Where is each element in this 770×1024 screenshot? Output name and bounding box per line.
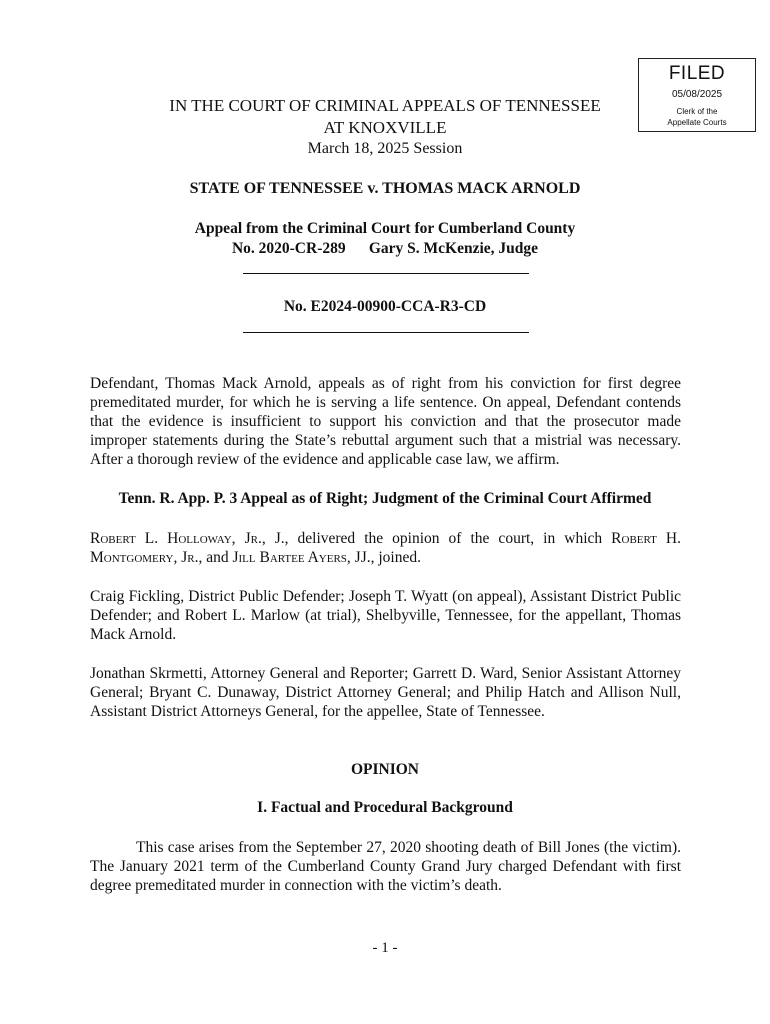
clerk-line-1: Clerk of the bbox=[676, 107, 718, 116]
appeal-from: Appeal from the Criminal Court for Cumberland County bbox=[194, 220, 576, 237]
joining-judge-2: Jill Bartee Ayers, JJ. bbox=[232, 549, 371, 566]
filed-label: FILED bbox=[668, 63, 726, 84]
page-number: - 1 - bbox=[372, 940, 398, 956]
counsel-appellee: Jonathan Skrmetti, Attorney General and Reporter; Garrett D. Ward, Senior Assistant Attorney General; Bryant C. Dunaway, District Attorney General; and Philip Hatch and Allison Null, Assistant District Attorneys General, for the appellee, State of Tennessee. bbox=[90, 665, 681, 720]
counsel-appellant: Craig Fickling, District Public Defender; Joseph T. Wyatt (on appeal), Assistant District Public Defender; and Robert L. Marlow (at trial), Shelbyville, Tennessee, for the appellant, Thomas Mack Arnold. bbox=[90, 588, 681, 643]
trial-number-judge: No. 2020-CR-289 Gary S. McKenzie, Judge bbox=[231, 240, 539, 257]
case-title: STATE OF TENNESSEE v. THOMAS MACK ARNOLD bbox=[189, 180, 581, 197]
authorship-and: , and bbox=[198, 549, 233, 566]
appellate-number: No. E2024-00900-CCA-R3-CD bbox=[283, 298, 487, 315]
body-paragraph: This case arises from the September 27, 2020 shooting death of Bill Jones (the victim). The January 2021 term of the Cumberland County Grand Jury charged Defendant with first degree premeditated murder in connection with the victim’s death. bbox=[90, 839, 681, 894]
summary-paragraph: Defendant, Thomas Mack Arnold, appeals as of right from his conviction for first degree premeditated murder, for which he is serving a life sentence. On appeal, Defendant contends that the evidence is insufficient to support his conviction and that the prosecutor made improper statements during the State’s rebuttal argument such that a mistrial was necessary. After a thorough review of the evidence and applicable case law, we affirm. bbox=[90, 375, 681, 468]
session-date: March 18, 2025 Session bbox=[307, 140, 463, 157]
court-name-line-2: AT KNOXVILLE bbox=[323, 118, 447, 137]
divider-top bbox=[243, 273, 529, 274]
authorship-end: , joined. bbox=[370, 549, 421, 566]
filed-date: 05/08/2025 bbox=[671, 89, 723, 100]
court-name-line-1: IN THE COURT OF CRIMINAL APPEALS OF TENNESSEE bbox=[169, 96, 601, 115]
authorship-paragraph bbox=[90, 529, 681, 567]
disposition: Tenn. R. App. P. 3 Appeal as of Right; Judgment of the Criminal Court Affirmed bbox=[118, 490, 652, 507]
authorship-text: , delivered the opinion of the court, in which bbox=[284, 530, 612, 547]
opinion-heading: OPINION bbox=[350, 761, 420, 778]
section-heading: I. Factual and Procedural Background bbox=[257, 799, 513, 816]
joining-judge-1: Robert H. Montgomery, Jr. bbox=[90, 530, 681, 566]
author-judge: Robert L. Holloway, Jr., J. bbox=[90, 530, 285, 547]
divider-bottom bbox=[243, 332, 529, 333]
clerk-line-2: Appellate Courts bbox=[667, 118, 727, 127]
